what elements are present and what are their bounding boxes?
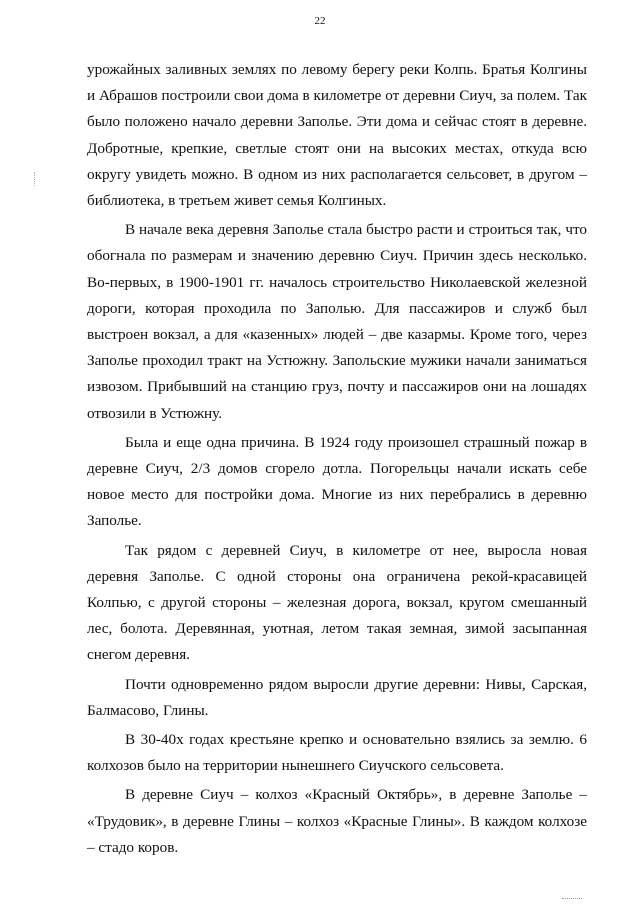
paragraph-4: Так рядом с деревней Сиуч, в километре от нее, выросла новая деревня Заполье. С одной стороны она ограничена рекой-красавицей Колпью, с другой стороны – железная дорога, вокзал, кругом смешанный лес, болота. Деревянная, уютная, летом такая земная, зимой засыпанная снегом деревня. xyxy=(87,541,587,664)
body-text xyxy=(87,57,587,861)
corner-scan-mark xyxy=(562,895,582,899)
paragraph-1: урожайных заливных землях по левому берегу реки Колпь. Братья Колгины и Абрашов построили свои дома в километре от деревни Сиуч, за полем. Так было положено начало деревни Заполье. Эти дома и сейчас стоят в деревне. Добротные, крепкие, светлые стоят они на высоких местах, откуда всю округу увидеть можно. В одном из них располагается сельсовет, в другом – библиотека, в третьем живет семья Колгиных. xyxy=(87,61,587,210)
paragraph-5: Почти одновременно рядом выросли другие деревни: Нивы, Сарская, Балмасово, Глины. xyxy=(87,675,587,719)
paragraph-7: В деревне Сиуч – колхоз «Красный Октябрь», в деревне Заполье – «Трудовик», в деревне Глины – колхоз «Красные Глины». В каждом колхозе – стадо коров. xyxy=(87,786,587,856)
paragraph-6: В 30-40х годах крестьяне крепко и основательно взялись за землю. 6 колхозов было на территории нынешнего Сиучского сельсовета. xyxy=(87,731,587,775)
margin-scan-mark xyxy=(34,172,39,186)
page-number: 22 xyxy=(314,15,326,27)
paragraph-2: В начале века деревня Заполье стала быстро расти и строиться так, что обогнала по размерам и значению деревню Сиуч. Причин здесь несколько. Во-первых, в 1900-1901 гг. началось строительство Николаевской железной дороги, которая проходила по Заполью. Для пассажиров и служб был выстроен вокзал, а для «казенных» людей – две казармы. Кроме того, через Заполье проходил тракт на Устюжну. Запольские мужики начали заниматься извозом. Прибывший на станцию груз, почту и пассажиров они на лошадях отвозили в Устюжну. xyxy=(87,221,587,422)
paragraph-3: Была и еще одна причина. В 1924 году произошел страшный пожар в деревне Сиуч, 2/3 домов сгорело дотла. Погорельцы начали искать себе новое место для постройки дома. Многие из них перебрались в деревню Заполье. xyxy=(87,433,587,530)
